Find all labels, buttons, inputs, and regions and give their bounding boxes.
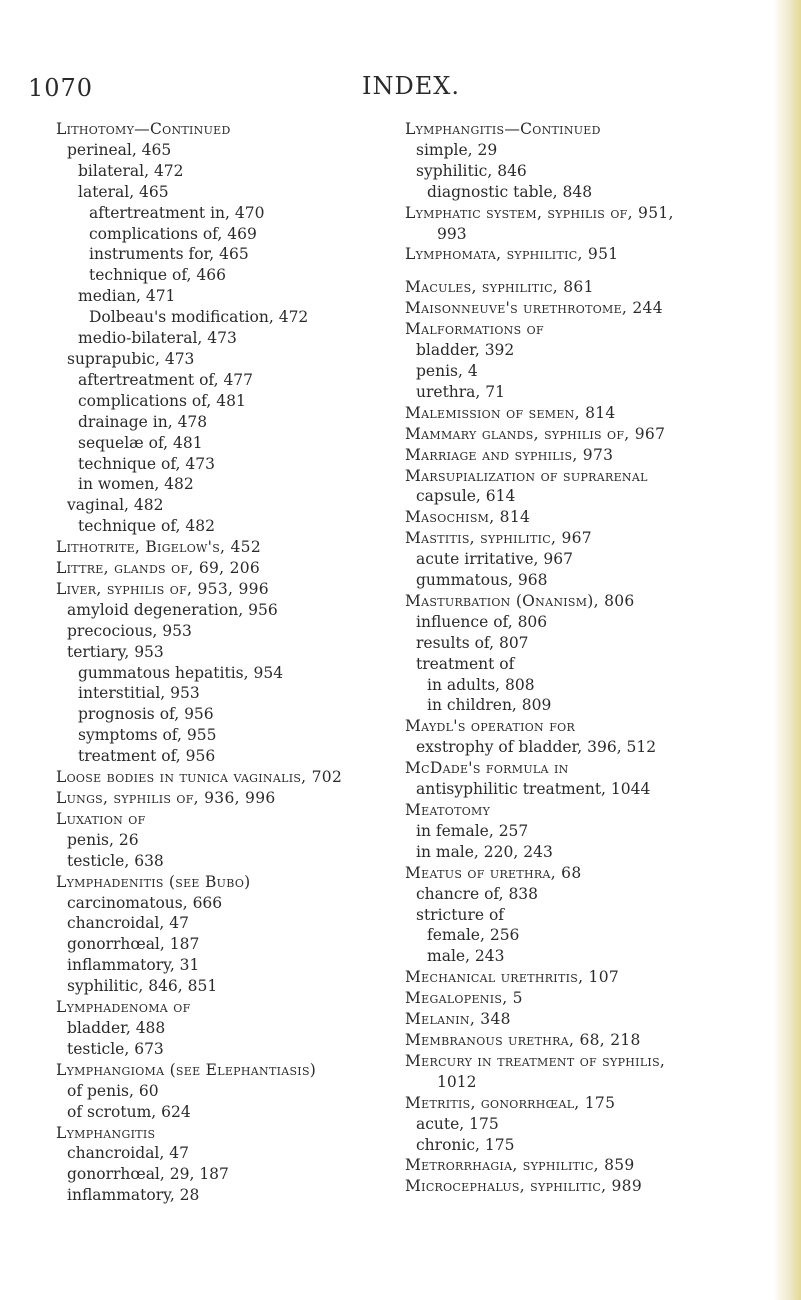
index-subentry: sequelæ of, 481 [78,433,203,452]
index-subentry: diagnostic table, 848 [427,182,593,201]
index-subentry: in children, 809 [427,696,552,715]
index-subentry: 1012 [437,1072,477,1091]
entry-spacer [405,265,775,277]
index-heading: Melanin, 348 [405,1010,511,1029]
index-heading: Meatus of urethra, 68 [405,863,582,882]
index-heading: Lymphangioma (see Elephantiasis) [56,1060,317,1079]
index-subentry: carcinomatous, 666 [67,893,223,912]
index-heading: Lungs, syphilis of, 936, 996 [56,789,276,807]
index-subentry: gonorrhœal, 187 [67,935,200,954]
index-subentry: complications of, 481 [78,391,246,410]
index-heading: Loose bodies in tunica vaginalis, 702 [56,768,343,787]
index-subentry: perineal, 465 [67,140,172,159]
index-heading: Luxation of [56,809,146,828]
index-subentry: 993 [437,224,467,243]
index-subentry: treatment of [416,654,515,673]
index-subentry: bladder, 488 [67,1018,166,1037]
index-subentry: gonorrhœal, 29, 187 [67,1165,229,1184]
index-subentry: simple, 29 [416,140,498,159]
index-subentry: influence of, 806 [416,612,548,631]
index-heading: Malformations of [405,320,544,339]
index-subentry: penis, 4 [416,361,478,380]
page-edge-shading [773,0,801,1300]
index-subentry: testicle, 673 [67,1039,164,1058]
index-subentry: in women, 482 [78,475,194,494]
index-subentry: of scrotum, 624 [67,1102,191,1121]
index-subentry: technique of, 466 [89,266,226,285]
page-number: 1070 [28,74,94,102]
index-subentry: inflammatory, 28 [67,1186,200,1205]
index-subentry: acute, 175 [416,1114,499,1133]
index-subentry: amyloid degeneration, 956 [67,600,278,619]
index-subentry: tertiary, 953 [67,642,164,661]
index-heading: Marsupialization of suprarenal [405,466,648,485]
page-title: INDEX. [362,72,460,100]
index-subentry: precocious, 953 [67,621,192,640]
index-subentry: prognosis of, 956 [78,705,214,724]
index-subentry: technique of, 473 [78,454,215,473]
index-subentry: Dolbeau's modification, 472 [89,308,309,327]
index-heading: Mastitis, syphilitic, 967 [405,529,592,548]
index-heading: Lymphangitis [56,1123,156,1142]
index-heading: Littre, glands of, 69, 206 [56,559,261,578]
index-subentry: chancroidal, 47 [67,1144,189,1163]
index-subentry: female, 256 [427,926,520,945]
index-heading: Lymphadenitis (see Bubo) [56,872,251,891]
index-subentry: chancre of, 838 [416,884,539,903]
index-subentry: bladder, 392 [416,341,515,360]
index-subentry: capsule, 614 [416,487,516,506]
index-column-right [405,119,775,1197]
index-subentry: urethra, 71 [416,382,506,401]
index-heading: Malemission of semen, 814 [405,403,616,422]
index-subentry: technique of, 482 [78,517,215,536]
index-subentry: chancroidal, 47 [67,914,189,933]
index-heading: Lithotomy—Continued [56,120,231,138]
index-subentry: treatment of, 956 [78,747,216,766]
index-subentry: exstrophy of bladder, 396, 512 [416,738,657,757]
index-heading: Mercury in treatment of syphilis, [405,1051,666,1070]
index-subentry: antisyphilitic treatment, 1044 [416,780,651,799]
index-subentry: complications of, 469 [89,224,257,243]
index-heading: Macules, syphilitic, 861 [405,278,594,297]
index-heading: Lymphatic system, syphilis of, 951, [405,203,674,222]
index-subentry: male, 243 [427,947,505,966]
index-subentry: of penis, 60 [67,1081,159,1100]
index-subentry: lateral, 465 [78,182,169,201]
index-subentry: medio-bilateral, 473 [78,329,237,348]
index-subentry: chronic, 175 [416,1135,515,1154]
index-subentry: in adults, 808 [427,675,535,694]
index-subentry: suprapubic, 473 [67,349,195,368]
index-heading: Marriage and syphilis, 973 [405,445,614,464]
index-heading: Megalopenis, 5 [405,989,523,1008]
index-subentry: median, 471 [78,287,176,306]
index-heading: Lymphangitis—Continued [405,120,601,138]
index-heading: Masturbation (Onanism), 806 [405,591,635,610]
index-heading: Meatotomy [405,801,491,819]
index-subentry: syphilitic, 846 [416,161,527,180]
index-subentry: gummatous hepatitis, 954 [78,663,284,682]
index-subentry: acute irritative, 967 [416,550,573,569]
index-subentry: gummatous, 968 [416,571,548,590]
index-subentry: aftertreatment in, 470 [89,203,265,222]
index-subentry: testicle, 638 [67,851,164,870]
index-subentry: stricture of [416,905,505,924]
index-subentry: results of, 807 [416,633,529,652]
index-subentry: inflammatory, 31 [67,956,200,975]
index-subentry: instruments for, 465 [89,245,249,264]
index-heading: Mechanical urethritis, 107 [405,968,620,987]
index-subentry: in female, 257 [416,821,529,840]
index-column-left [56,119,426,1206]
index-heading: Lymphomata, syphilitic, 951 [405,245,619,264]
index-heading: Masochism, 814 [405,508,531,527]
index-heading: McDade's formula in [405,759,569,778]
index-subentry: aftertreatment of, 477 [78,370,254,389]
index-subentry: penis, 26 [67,830,139,849]
index-subentry: bilateral, 472 [78,161,184,180]
index-heading: Maisonneuve's urethrotome, 244 [405,299,663,318]
index-heading: Liver, syphilis of, 953, 996 [56,579,269,598]
index-subentry: symptoms of, 955 [78,726,217,745]
index-heading: Metritis, gonorrhœal, 175 [405,1093,616,1112]
index-heading: Microcephalus, syphilitic, 989 [405,1177,643,1196]
index-heading: Lymphadenoma of [56,998,191,1017]
index-subentry: syphilitic, 846, 851 [67,977,218,996]
index-heading: Metrorrhagia, syphilitic, 859 [405,1156,635,1175]
index-heading: Lithotrite, Bigelow's, 452 [56,538,261,557]
index-subentry: in male, 220, 243 [416,842,553,861]
index-subentry: interstitial, 953 [78,684,200,703]
index-heading: Membranous urethra, 68, 218 [405,1030,641,1049]
index-subentry: vaginal, 482 [67,496,164,515]
index-heading: Maydl's operation for [405,717,576,736]
index-subentry: drainage in, 478 [78,412,208,431]
index-heading: Mammary glands, syphilis of, 967 [405,424,666,443]
